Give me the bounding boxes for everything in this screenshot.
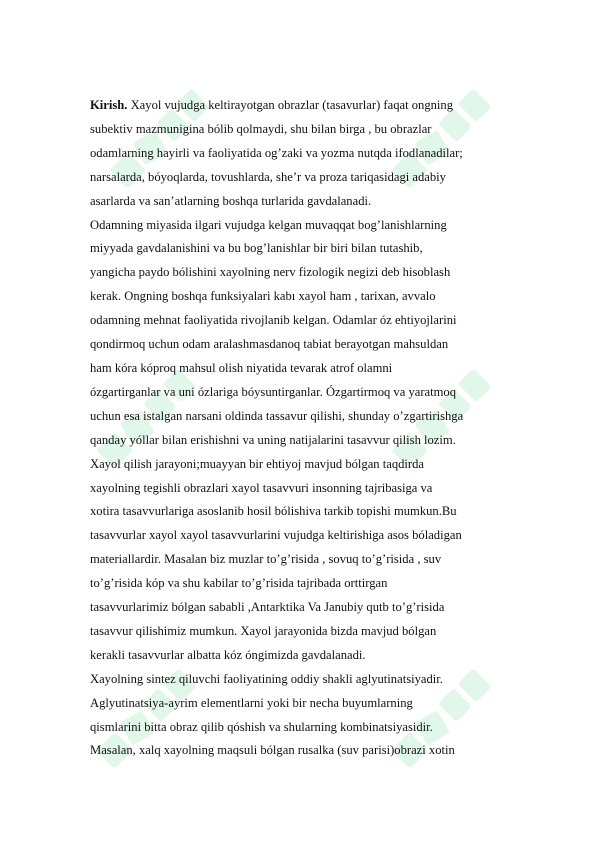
text-line: asarlarda va san’atlarning boshqa turlarida gavdalanadi. [90, 193, 372, 208]
section-heading: Kirish. [90, 98, 128, 112]
text-line: odamning mehnat faoliyatida rivojlanib kelgan. Odamlar óz ehtiyojlarini [90, 313, 457, 328]
text-line: narsalarda, bóyoqlarda, tovushlarda, she’r va proza tariqasidagi adabiy [90, 169, 446, 184]
text-line: Xayolning sintez qiluvchi faoliyatining oddiy shakli aglyutinatsiyadir. [90, 671, 443, 686]
text-line: miyyada gavdalanishini va bu bog’lanishlar bir biri bilan tutashib, [90, 241, 423, 256]
text-line: tasavvurlar xayol xayol tasavvurlarini vujudga keltirishiga asos bóladigan [90, 528, 462, 543]
text-line: xotira tasavvurlariga asoslanib hosil bólishiva tarkib topishi mumkun.Bu [90, 504, 457, 519]
text-line: ózgartirganlar va uni ózlariga bóysuntirganlar. Ózgartirmoq va yaratmoq [90, 384, 457, 399]
text-line: tasavvurlarimiz bólgan sababli ,Antarktika Va Janubiy qutb to’g’risida [90, 600, 445, 615]
text-line: Odamning miyasida ilgari vujudga kelgan muvaqqat bog’lanishlarning [90, 217, 447, 232]
text-line: xayolning tegishli obrazlari xayol tasavvuri insonning tajribasiga va [90, 480, 433, 495]
text-line: Aglyutinatsiya-ayrim elementlarni yoki bir necha buyumlarning [90, 695, 413, 710]
text-line-content: Xayol vujudga keltirayotgan obrazlar (tasavurlar) faqat ongning [127, 98, 454, 112]
text-line: materiallardir. Masalan biz muzlar to’g’risida , sovuq to’g’risida , suv [90, 552, 442, 567]
text-line [90, 94, 510, 118]
text-line: Masalan, xalq xayolning maqsuli bólgan rusalka (suv parisi)obrazi xotin [90, 743, 455, 758]
text-line: odamlarning hayirli va faoliyatida og’zaki va yozma nutqda ifodlanadilar; [90, 145, 463, 160]
text-line: tasavvur qilishimiz mumkun. Xayol jarayonida bizda mavjud bólgan [90, 623, 437, 638]
text-line: to’g’risida kóp va shu kabilar to’g’risida tajribada orttirgan [90, 576, 388, 591]
text-line: kerak. Ongning boshqa funksiyalari kabı xayol ham , tarixan, avvalo [90, 289, 436, 304]
document-body [90, 94, 510, 763]
text-line: yangicha paydo bólishini xayolning nerv fizologik negizi deb hisoblash [90, 265, 451, 280]
text-line: ham kóra kóproq mahsul olish niyatida tevarak atrof olamni [90, 360, 393, 375]
text-line: qondirmoq uchun odam aralashmasdanoq tabiat berayotgan mahsuldan [90, 337, 449, 352]
text-line: kerakli tasavvurlar albatta kóz óngimizda gavdalanadi. [90, 647, 366, 662]
text-line: qismlarini bitta obraz qilib qóshish va shularning kombinatsiyasidir. [90, 719, 433, 734]
text-line: Xayol qilish jarayoni;muayyan bir ehtiyoj mavjud bólgan taqdirda [90, 456, 425, 471]
text-line: uchun esa istalgan narsani oldinda tassavur qilishi, shunday o’zgartirishga [90, 408, 464, 423]
text-line: qanday yóllar bilan erishishni va uning natijalarini tasavvur qilish lozim. [90, 432, 456, 447]
text-line: subektiv mazmunigina bólib qolmaydi, shu bilan birga , bu obrazlar [90, 121, 432, 136]
